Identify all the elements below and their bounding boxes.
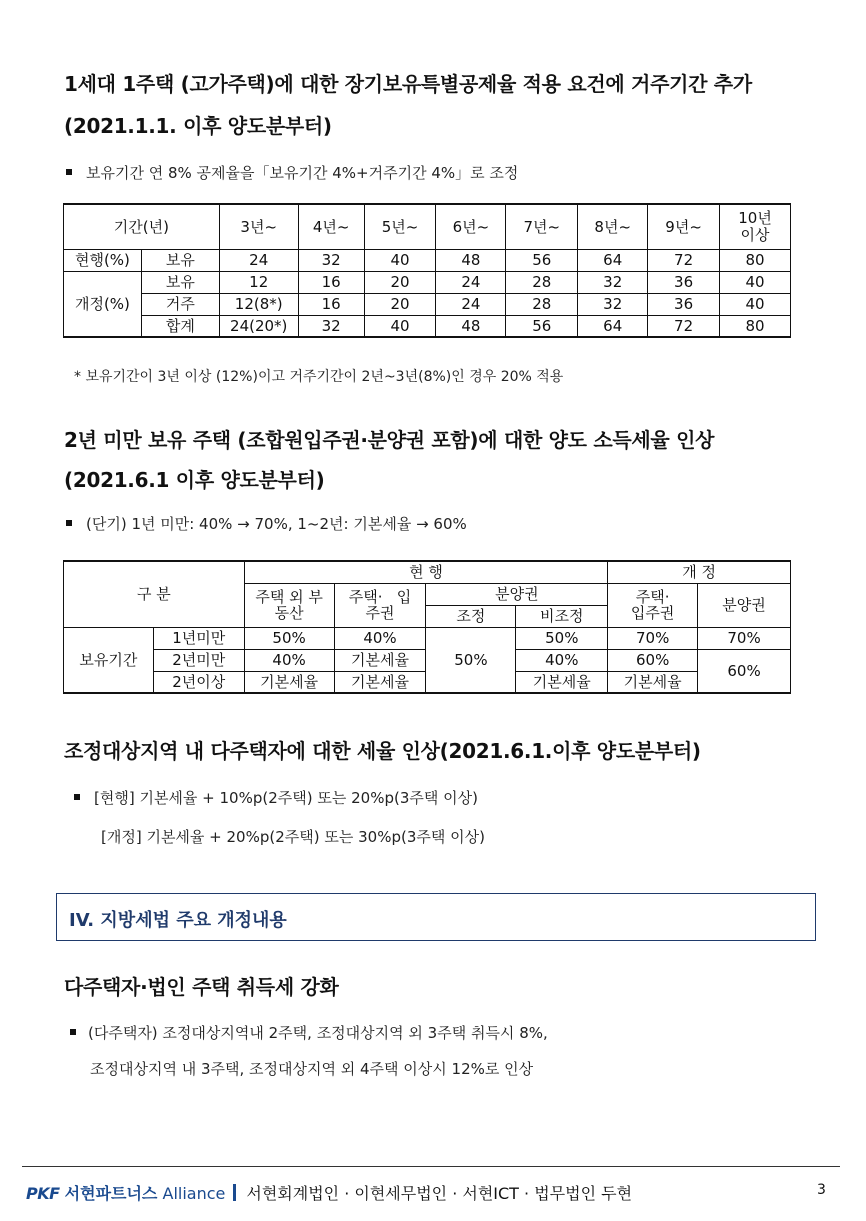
header-current: 현 행 bbox=[244, 561, 608, 583]
col-header-line: 이상 bbox=[740, 225, 770, 244]
cell: 기본세율 bbox=[608, 671, 698, 693]
header-nonadjusted: 비조정 bbox=[516, 605, 608, 627]
row-label: 2년이상 bbox=[153, 671, 244, 693]
col-header: 3년~ bbox=[219, 204, 298, 249]
cell: 80 bbox=[720, 249, 791, 271]
header-line: 동산 bbox=[274, 604, 304, 622]
section1-title-line1: 1세대 1주택 (고가주택)에 대한 장기보유특별공제율 적용 요건에 거주기간 추가 bbox=[64, 72, 752, 96]
cell: 20 bbox=[364, 271, 436, 293]
header-house-right bbox=[334, 583, 426, 627]
cell: 40% bbox=[516, 649, 608, 671]
table-row bbox=[64, 204, 791, 249]
row-group-revised: 개정(%) bbox=[64, 271, 142, 337]
cell: 40% bbox=[244, 649, 334, 671]
row-label: 보유 bbox=[141, 271, 219, 293]
table-row bbox=[64, 249, 791, 271]
cell: 12(8*) bbox=[219, 293, 298, 315]
cell: 56 bbox=[506, 315, 578, 337]
cell: 16 bbox=[298, 293, 364, 315]
table-row bbox=[64, 315, 791, 337]
alliance-label: Alliance bbox=[162, 1184, 226, 1203]
section4-header-box bbox=[56, 893, 816, 941]
cell: 20 bbox=[364, 293, 436, 315]
col-header: 6년~ bbox=[436, 204, 506, 249]
section4-box-title: IV. 지방세법 주요 개정내용 bbox=[69, 910, 287, 931]
footer-divider bbox=[22, 1166, 840, 1167]
cell: 40 bbox=[364, 249, 436, 271]
cell: 64 bbox=[578, 315, 648, 337]
cell: 50% bbox=[244, 627, 334, 649]
col-header-line: 10년 bbox=[738, 209, 772, 228]
cell: 32 bbox=[298, 249, 364, 271]
cell: 32 bbox=[298, 315, 364, 337]
cell: 기본세율 bbox=[516, 671, 608, 693]
cell: 48 bbox=[436, 315, 506, 337]
header-period: 기간(년) bbox=[64, 204, 220, 249]
table-row bbox=[64, 293, 791, 315]
bullet-square-icon bbox=[66, 520, 72, 526]
row-group-current: 현행(%) bbox=[64, 249, 142, 271]
section1-title-line2: (2021.1.1. 이후 양도분부터) bbox=[64, 114, 332, 138]
header-house-other bbox=[244, 583, 334, 627]
cell: 60% bbox=[608, 649, 698, 671]
cell: 70% bbox=[608, 627, 698, 649]
cell-adjusted-merged: 50% bbox=[426, 627, 516, 693]
transfer-tax-table bbox=[63, 560, 791, 694]
header-line: 주택 외 부 bbox=[255, 587, 323, 606]
header-line: 주권 bbox=[365, 604, 395, 622]
cell: 50% bbox=[516, 627, 608, 649]
section3-bullet bbox=[74, 787, 478, 808]
footer-separator-bar bbox=[233, 1184, 236, 1201]
header-gubun: 구 분 bbox=[64, 561, 245, 627]
page-number: 3 bbox=[817, 1182, 826, 1198]
table-row bbox=[64, 561, 791, 583]
section3-title: 조정대상지역 내 다주택자에 대한 세율 인상(2021.6.1.이후 양도분부터) bbox=[64, 739, 701, 763]
table-row bbox=[64, 271, 791, 293]
header-line: 주택· 입 bbox=[348, 587, 412, 606]
col-header: 5년~ bbox=[364, 204, 436, 249]
cell: 기본세율 bbox=[334, 671, 426, 693]
cell-rev-presale-merged: 60% bbox=[698, 649, 791, 693]
bullet-square-icon bbox=[66, 169, 72, 175]
cell: 72 bbox=[648, 249, 720, 271]
member-firms: 서현회계법인 · 이현세무법인 · 서현ICT · 법무법인 두현 bbox=[246, 1184, 633, 1203]
section1-bullet-text: 보유기간 연 8% 공제율을「보유기간 4%+거주기간 4%」로 조정 bbox=[86, 164, 519, 182]
header-rev-house bbox=[608, 583, 698, 627]
row-label: 거주 bbox=[141, 293, 219, 315]
cell: 24(20*) bbox=[219, 315, 298, 337]
cell: 32 bbox=[578, 293, 648, 315]
cell: 12 bbox=[219, 271, 298, 293]
col-header: 9년~ bbox=[648, 204, 720, 249]
footer bbox=[26, 1181, 632, 1204]
cell: 28 bbox=[506, 293, 578, 315]
cell: 80 bbox=[720, 315, 791, 337]
cell: 24 bbox=[219, 249, 298, 271]
header-rev-presale: 분양권 bbox=[698, 583, 791, 627]
cell: 28 bbox=[506, 271, 578, 293]
cell: 40 bbox=[364, 315, 436, 337]
section1-bullet bbox=[66, 162, 518, 183]
section4-bullet-line1: (다주택자) 조정대상지역내 2주택, 조정대상지역 외 3주택 취득시 8%, bbox=[88, 1024, 548, 1042]
cell: 40 bbox=[720, 293, 791, 315]
row-label: 보유 bbox=[141, 249, 219, 271]
header-revised: 개 정 bbox=[608, 561, 791, 583]
cell: 72 bbox=[648, 315, 720, 337]
section4-bullet-line2: 조정대상지역 내 3주택, 조정대상지역 외 4주택 이상시 12%로 인상 bbox=[90, 1060, 534, 1078]
header-line: 주택· bbox=[635, 587, 670, 606]
col-header: 4년~ bbox=[298, 204, 364, 249]
row-label: 합계 bbox=[141, 315, 219, 337]
cell: 32 bbox=[578, 271, 648, 293]
cell: 기본세율 bbox=[334, 649, 426, 671]
section2-bullet bbox=[66, 513, 467, 534]
row-group-holding: 보유기간 bbox=[64, 627, 154, 693]
row-label: 2년미만 bbox=[153, 649, 244, 671]
cell: 70% bbox=[698, 627, 791, 649]
section4-title: 다주택자·법인 주택 취득세 강화 bbox=[64, 975, 339, 999]
section1-footnote: * 보유기간이 3년 이상 (12%)이고 거주기간이 2년~3년(8%)인 경우 20% 적용 bbox=[74, 369, 564, 385]
cell: 48 bbox=[436, 249, 506, 271]
col-header-10plus bbox=[720, 204, 791, 249]
cell: 40 bbox=[720, 271, 791, 293]
section3-bullet-line1: [현행] 기본세율 + 10%p(2주택) 또는 20%p(3주택 이상) bbox=[94, 789, 478, 807]
section4-bullet bbox=[70, 1022, 548, 1043]
bullet-square-icon bbox=[70, 1029, 76, 1035]
header-presale: 분양권 bbox=[426, 583, 608, 605]
ltsd-rate-table bbox=[63, 203, 791, 338]
cell: 24 bbox=[436, 293, 506, 315]
section2-bullet-text: (단기) 1년 미만: 40% → 70%, 1~2년: 기본세율 → 60% bbox=[86, 515, 467, 533]
cell: 56 bbox=[506, 249, 578, 271]
cell: 기본세율 bbox=[244, 671, 334, 693]
cell: 36 bbox=[648, 293, 720, 315]
cell: 64 bbox=[578, 249, 648, 271]
pkf-logo: PKF bbox=[26, 1184, 60, 1203]
table-row bbox=[64, 627, 791, 649]
header-line: 입주권 bbox=[630, 604, 675, 622]
cell: 16 bbox=[298, 271, 364, 293]
row-label: 1년미만 bbox=[153, 627, 244, 649]
cell: 40% bbox=[334, 627, 426, 649]
col-header: 8년~ bbox=[578, 204, 648, 249]
bullet-square-icon bbox=[74, 794, 80, 800]
section2-title-line2: (2021.6.1 이후 양도분부터) bbox=[64, 468, 325, 492]
brand-name: 서현파트너스 bbox=[64, 1184, 158, 1203]
cell: 36 bbox=[648, 271, 720, 293]
cell: 24 bbox=[436, 271, 506, 293]
col-header: 7년~ bbox=[506, 204, 578, 249]
header-adjusted: 조정 bbox=[426, 605, 516, 627]
section2-title-line1: 2년 미만 보유 주택 (조합원입주권·분양권 포함)에 대한 양도 소득세율 인상 bbox=[64, 428, 715, 452]
section3-bullet-line2: [개정] 기본세율 + 20%p(2주택) 또는 30%p(3주택 이상) bbox=[101, 828, 485, 846]
